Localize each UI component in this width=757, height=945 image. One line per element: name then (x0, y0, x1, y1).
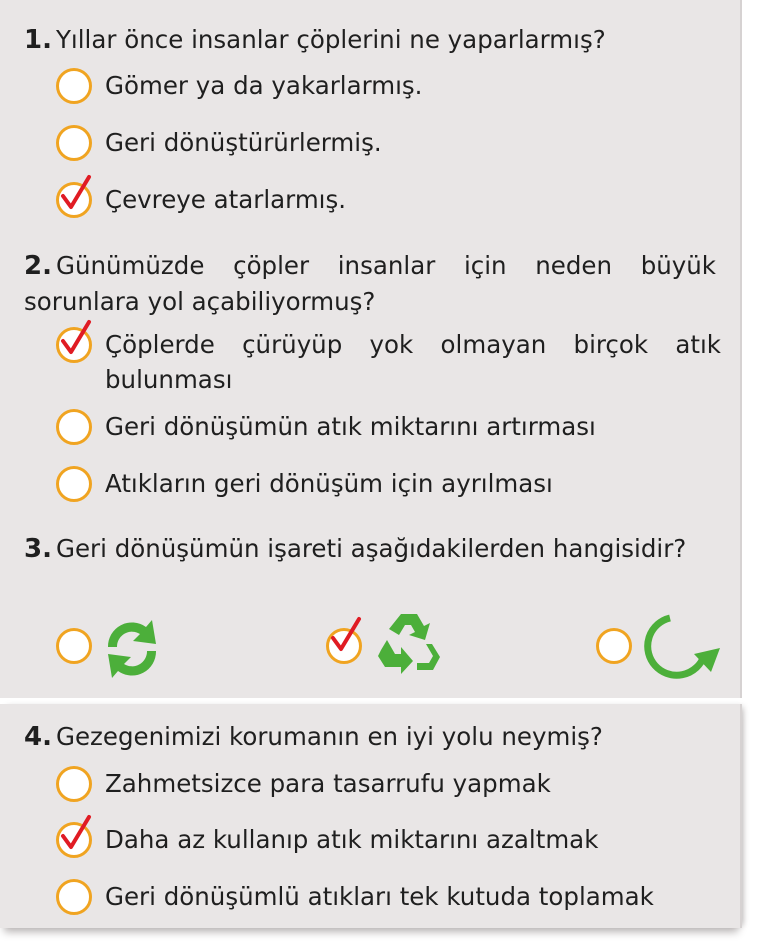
option-text: Geri dönüşümün atık miktarını artırması (105, 412, 596, 441)
option-text: Gömer ya da yakarlarmış. (105, 71, 423, 100)
three-arrow-recycle-icon (371, 606, 447, 682)
q4-option-a[interactable] (56, 766, 721, 801)
question-number: 3. (24, 534, 52, 564)
q3-option-b[interactable] (326, 614, 451, 686)
question-1 (24, 22, 716, 58)
q2-option-c[interactable] (56, 466, 721, 501)
q3-option-c[interactable] (596, 614, 726, 686)
two-arrows-refresh-icon (100, 614, 164, 684)
question-text: Gezegenimizi korumanın en iyi yolu neymiş? (55, 722, 603, 751)
q1-option-c[interactable] (56, 182, 721, 217)
option-text: Geri dönüştürürlermiş. (105, 128, 382, 157)
option-text: Çevreye atarlarmış. (105, 185, 347, 214)
q4-option-b[interactable] (56, 822, 721, 857)
question-number: 1. (24, 25, 52, 55)
question-text: Yıllar önce insanlar çöplerini ne yaparlarmış? (55, 25, 606, 54)
checkmark-icon (328, 616, 364, 656)
question-4 (24, 719, 716, 755)
q4-option-c[interactable] (56, 879, 721, 914)
option-text: Çöplerde çürüyüp yok olmayan birçok atık bulunması (105, 330, 721, 394)
option-text: Daha az kullanıp atık miktarını azaltmak (105, 825, 599, 854)
checkmark-icon (58, 814, 94, 854)
answer-bubble[interactable] (56, 766, 92, 802)
circular-arrow-icon (640, 610, 722, 684)
answer-bubble[interactable] (56, 409, 92, 445)
option-text: Geri dönüşümlü atıkları tek kutuda toplamak (105, 882, 654, 911)
q1-option-a[interactable] (56, 68, 721, 103)
answer-bubble[interactable] (56, 628, 92, 664)
checkmark-icon (58, 174, 94, 214)
answer-bubble[interactable] (56, 879, 92, 915)
checkmark-icon (58, 319, 94, 359)
q2-option-a[interactable] (56, 327, 721, 397)
option-text: Zahmetsizce para tasarrufu yapmak (105, 769, 551, 798)
answer-bubble[interactable] (596, 628, 632, 664)
option-text: Atıkların geri dönüşüm için ayrılması (105, 469, 553, 498)
answer-bubble[interactable] (56, 68, 92, 104)
question-text: Geri dönüşümün işareti aşağıdakilerden hangisidir? (55, 534, 687, 563)
question-text: Günümüzde çöpler insanlar için neden büyük sorunlara yol açabiliyormuş? (24, 251, 716, 316)
question-3 (24, 531, 716, 567)
q1-option-b[interactable] (56, 125, 721, 160)
question-2 (24, 248, 716, 319)
answer-bubble[interactable] (56, 466, 92, 502)
question-number: 2. (24, 251, 52, 281)
answer-bubble[interactable] (56, 125, 92, 161)
q2-option-b[interactable] (56, 409, 721, 444)
q3-option-a[interactable] (56, 614, 166, 686)
question-number: 4. (24, 722, 52, 752)
